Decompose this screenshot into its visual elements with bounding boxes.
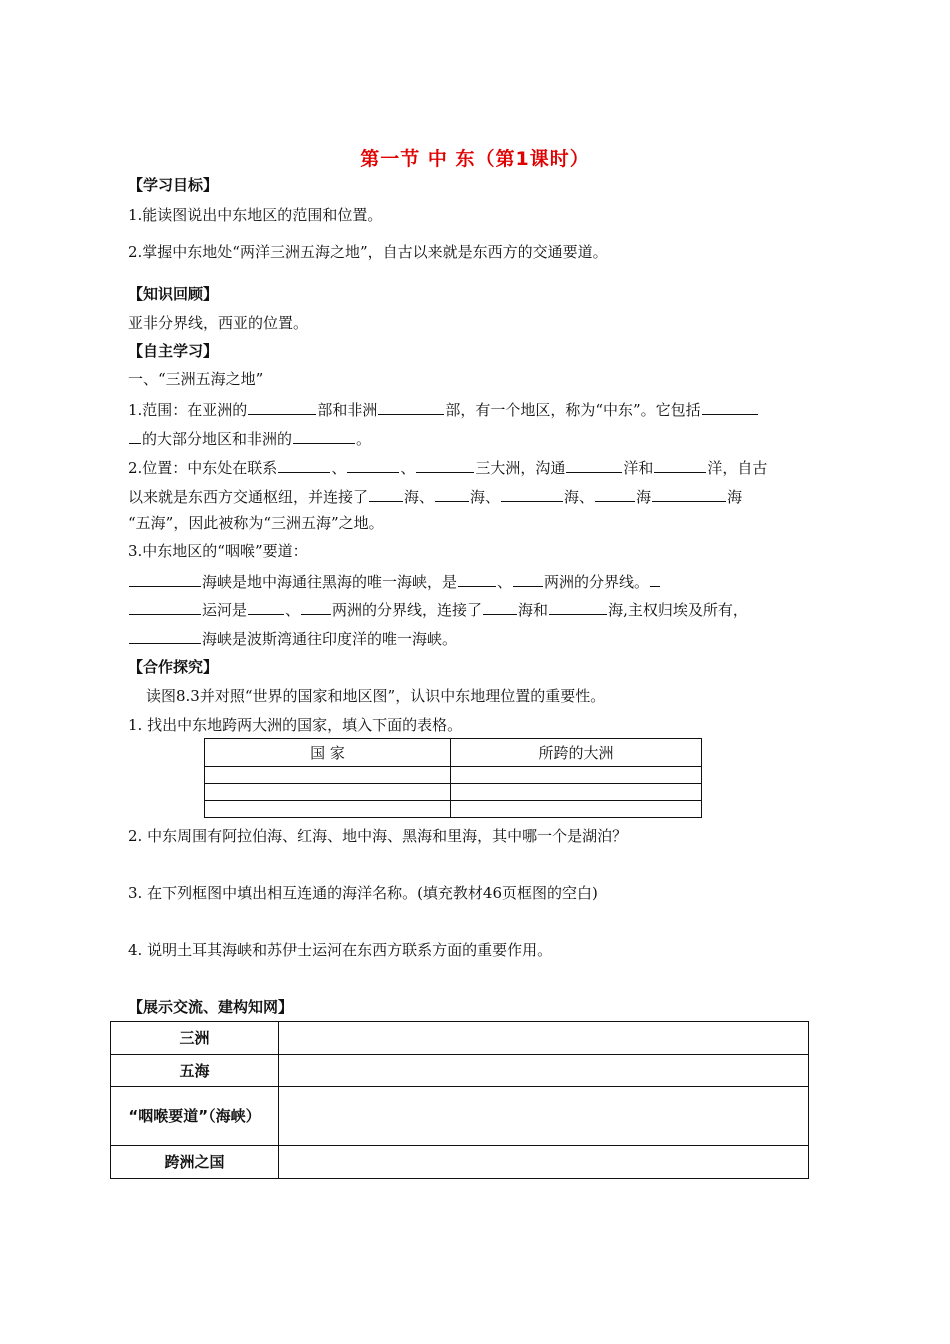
blank-scope-3-cont[interactable]	[129, 427, 141, 444]
part-one-title: 一、“三洲五海之地”	[128, 370, 264, 388]
blank-sea-4[interactable]	[595, 485, 635, 502]
pos2-text-c: 海、	[470, 488, 501, 506]
table-header-country: 国 家	[205, 739, 451, 767]
pos-text-c: 、	[400, 459, 416, 477]
question-4: 4. 说明土耳其海峡和苏伊士运河在东西方联系方面的重要作用。	[128, 941, 553, 959]
position-line-2	[128, 485, 742, 507]
throat-heading: 3.中东地区的“咽喉”要道：	[128, 542, 308, 560]
table-cell[interactable]	[451, 784, 702, 801]
blank-continent-2[interactable]	[347, 456, 399, 473]
strait-line-1	[128, 570, 661, 592]
row-label-five-seas: 五海	[111, 1055, 279, 1087]
blank-s1-continent-2[interactable]	[513, 570, 543, 587]
position-line-3: “五海”，因此被称为“三洲五海”之地。	[128, 514, 384, 532]
scope-line-2	[128, 427, 371, 449]
summary-table	[110, 1021, 809, 1179]
section-display-heading: 【展示交流、建构知网】	[128, 998, 294, 1016]
answer-cell[interactable]	[279, 1087, 809, 1146]
s1-text-c: 两洲的分界线。	[544, 573, 650, 591]
table-cell[interactable]	[205, 784, 451, 801]
table-cell[interactable]	[451, 801, 702, 818]
s2-text-e: 海,主权归埃及所有，	[608, 601, 748, 619]
row-label-throat-passages: “咽喉要道”（海峡）	[111, 1087, 279, 1146]
section-cooperation-heading: 【合作探究】	[128, 658, 219, 676]
blank-s1-continent-1[interactable]	[458, 570, 496, 587]
cross-continent-table	[204, 738, 702, 818]
row-label-cross-continent-countries: 跨洲之国	[111, 1146, 279, 1179]
blank-scope-1[interactable]	[248, 398, 316, 415]
blank-canal[interactable]	[129, 598, 201, 615]
blank-s2-sea-2[interactable]	[549, 598, 607, 615]
question-2: 2. 中东周围有阿拉伯海、红海、地中海、黑海和里海，其中哪一个是湖泊？	[128, 827, 628, 845]
pos-text-f: 洋，自古	[707, 459, 768, 477]
blank-sea-1[interactable]	[369, 485, 403, 502]
table-cell[interactable]	[205, 801, 451, 818]
blank-trailing[interactable]	[650, 570, 660, 587]
scope-text-d: 的大部分地区和非洲的	[142, 430, 293, 448]
section-review-heading: 【知识回顾】	[128, 285, 219, 303]
pos2-text-e: 海	[636, 488, 652, 506]
page-title: 第一节 中 东（第1课时）	[360, 148, 590, 170]
scope-text-b: 部和非洲	[317, 401, 378, 419]
answer-cell[interactable]	[279, 1146, 809, 1179]
row-label-three-continents: 三洲	[111, 1022, 279, 1055]
position-line-1	[128, 456, 767, 478]
pos2-text-d: 海、	[564, 488, 595, 506]
blank-continent-3[interactable]	[416, 456, 474, 473]
s1-text-a: 海峡是地中海通往黑海的唯一海峡，是	[202, 573, 458, 591]
blank-strait-3[interactable]	[129, 627, 201, 644]
pos2-text-b: 海、	[404, 488, 435, 506]
blank-s2-continent-2[interactable]	[301, 598, 331, 615]
pos-text-e: 洋和	[623, 459, 654, 477]
blank-strait-1[interactable]	[129, 570, 201, 587]
pos-text-a: 2.位置：中东处在联系	[128, 459, 278, 477]
s2-text-d: 海和	[518, 601, 549, 619]
table-cell[interactable]	[451, 767, 702, 784]
goal-2: 2.掌握中东地处“两洋三洲五海之地”，自古以来就是东西方的交通要道。	[128, 243, 608, 261]
blank-sea-3[interactable]	[501, 485, 563, 502]
canal-line	[128, 598, 748, 620]
blank-ocean-2[interactable]	[654, 456, 706, 473]
blank-ocean-1[interactable]	[566, 456, 622, 473]
blank-sea-2[interactable]	[435, 485, 469, 502]
s3-text-a: 海峡是波斯湾通往印度洋的唯一海峡。	[202, 630, 458, 648]
answer-cell[interactable]	[279, 1022, 809, 1055]
blank-scope-3[interactable]	[702, 398, 758, 415]
blank-s2-continent-1[interactable]	[248, 598, 284, 615]
scope-line	[128, 398, 759, 420]
blank-scope-2[interactable]	[378, 398, 444, 415]
goal-1: 1.能读图说出中东地区的范围和位置。	[128, 206, 383, 224]
strait-line-3	[128, 627, 457, 649]
scope-text-a: 1.范围：在亚洲的	[128, 401, 248, 419]
scope-text-e: 。	[356, 430, 372, 448]
s2-text-a: 运河是	[202, 601, 248, 619]
blank-scope-4[interactable]	[293, 427, 355, 444]
pos-text-b: 、	[331, 459, 347, 477]
section-self-study-heading: 【自主学习】	[128, 342, 219, 360]
blank-s2-sea-1[interactable]	[483, 598, 517, 615]
blank-sea-5[interactable]	[652, 485, 726, 502]
blank-continent-1[interactable]	[278, 456, 330, 473]
s2-text-c: 两洲的分界线，连接了	[332, 601, 483, 619]
scope-text-c: 部，有一个地区，称为“中东”。它包括	[445, 401, 701, 419]
review-text: 亚非分界线，西亚的位置。	[128, 314, 309, 332]
question-3: 3. 在下列框图中填出相互连通的海洋名称。(填充教材46页框图的空白)	[128, 884, 598, 902]
cooperation-intro: 读图8.3并对照“世界的国家和地区图”，认识中东地理位置的重要性。	[146, 687, 606, 705]
pos2-text-a: 以来就是东西方交通枢纽，并连接了	[128, 488, 369, 506]
answer-cell[interactable]	[279, 1055, 809, 1087]
pos2-text-f: 海	[727, 488, 743, 506]
question-1: 1. 找出中东地跨两大洲的国家，填入下面的表格。	[128, 716, 463, 734]
s1-text-b: 、	[497, 573, 513, 591]
table-cell[interactable]	[205, 767, 451, 784]
table-header-continents: 所跨的大洲	[451, 739, 702, 767]
s2-text-b: 、	[285, 601, 301, 619]
section-goals-heading: 【学习目标】	[128, 176, 219, 194]
pos-text-d: 三大洲，沟通	[475, 459, 566, 477]
